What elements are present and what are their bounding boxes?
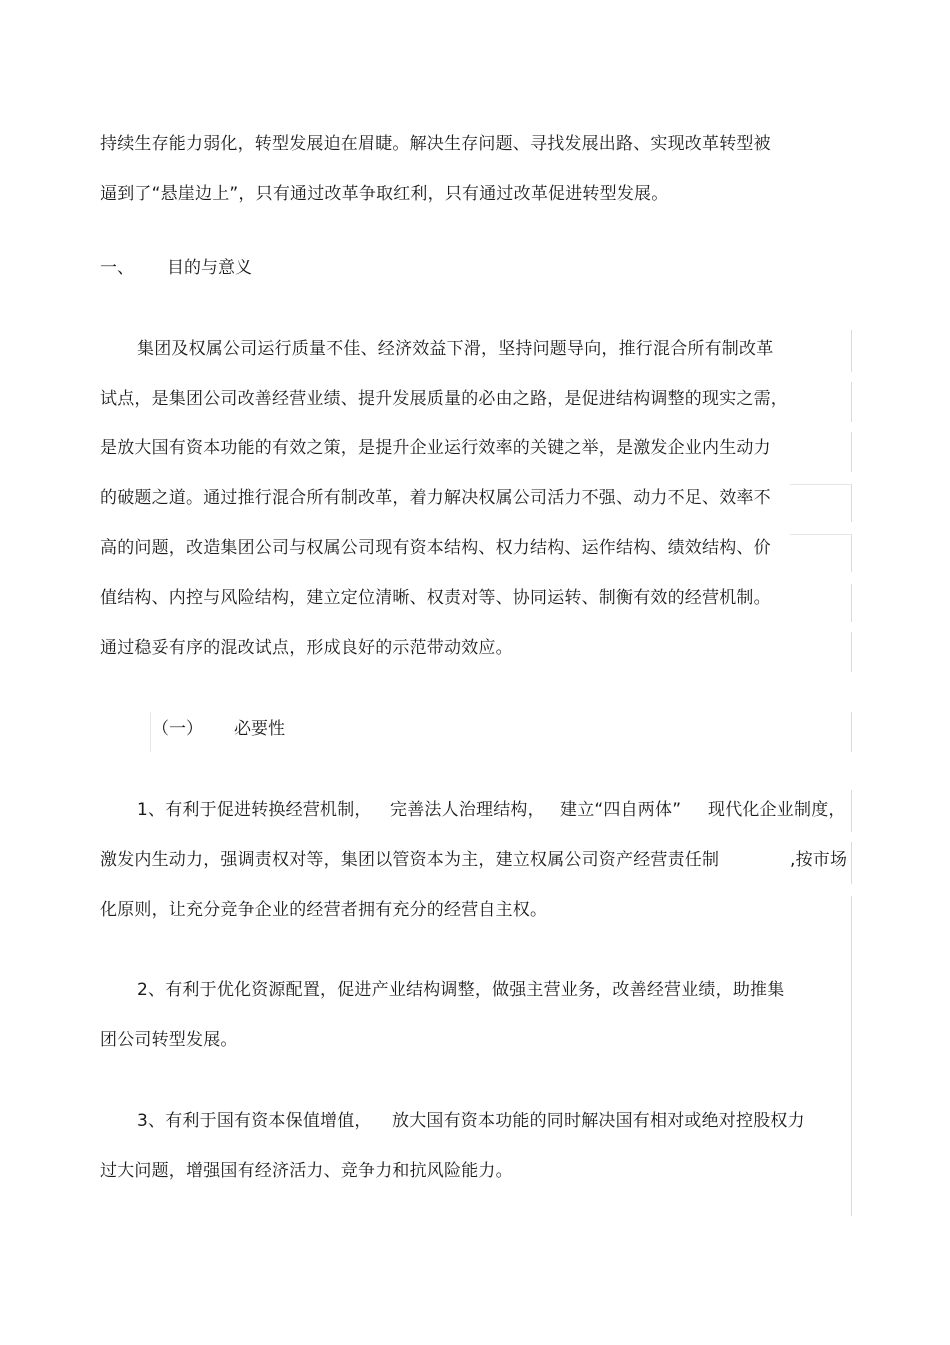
item-1-segment: 建立“四自两体” xyxy=(560,800,682,820)
margin-rule xyxy=(851,534,852,572)
margin-rule xyxy=(851,896,852,1216)
section-number: 一、 xyxy=(100,258,134,278)
paragraph-line: 的破题之道。通过推行混合所有制改革，着力解决权属公司活力不强、动力不足、效率不 xyxy=(100,488,771,508)
margin-rule xyxy=(851,790,852,832)
paragraph-line: 高的问题，改造集团公司与权属公司现有资本结构、权力结构、运作结构、绩效结构、价 xyxy=(100,538,771,558)
margin-rule xyxy=(851,584,852,622)
item-3-line-2: 过大问题，增强国有经济活力、竞争力和抗风险能力。 xyxy=(100,1161,513,1181)
subsection-title: 必要性 xyxy=(234,719,285,739)
item-3-segment: 放大国有资本功能的同时解决国有相对或绝对控股权力 xyxy=(392,1111,805,1131)
item-1-segment: 激发内生动力，强调责权对等，集团以管资本为主，建立权属公司资产经营责任制 xyxy=(100,850,720,870)
item-3-segment: 3、有利于国有资本保值增值， xyxy=(137,1111,372,1131)
item-1-segment: 现代化企业制度， xyxy=(708,800,846,820)
margin-rule xyxy=(851,330,852,372)
item-1-segment: 1、有利于促进转换经营机制， xyxy=(137,800,372,820)
item-1-line-3: 化原则，让充分竞争企业的经营者拥有充分的经营自主权。 xyxy=(100,900,548,920)
margin-rule xyxy=(150,712,151,752)
margin-rule xyxy=(790,484,852,485)
item-2-line-1: 2、有利于优化资源配置，促进产业结构调整，做强主营业务，改善经营业绩，助推集 xyxy=(137,980,785,1000)
paragraph-line: 是放大国有资本功能的有效之策，是提升企业运行效率的关键之举，是激发企业内生动力 xyxy=(100,438,771,458)
intro-line-2: 逼到了“悬崖边上”，只有通过改革争取红利，只有通过改革促进转型发展。 xyxy=(100,184,669,204)
item-1-segment: 完善法人治理结构， xyxy=(390,800,545,820)
paragraph-line: 试点，是集团公司改善经营业绩、提升发展质量的必由之路，是促进结构调整的现实之需， xyxy=(100,389,788,409)
section-title: 目的与意义 xyxy=(167,258,252,278)
paragraph-line: 通过稳妥有序的混改试点，形成良好的示范带动效应。 xyxy=(100,638,513,658)
subsection-number: （一） xyxy=(152,719,203,739)
intro-line-1: 持续生存能力弱化，转型发展迫在眉睫。解决生存问题、寻找发展出路、实现改革转型被 xyxy=(100,134,771,154)
item-2-line-2: 团公司转型发展。 xyxy=(100,1030,238,1050)
paragraph-line: 集团及权属公司运行质量不佳、经济效益下滑，坚持问题导向，推行混合所有制改革 xyxy=(137,339,774,359)
item-1-segment: ,按市场 xyxy=(790,850,848,870)
margin-rule xyxy=(851,382,852,422)
paragraph-line: 值结构、内控与风险结构，建立定位清晰、权责对等、协同运转、制衡有效的经营机制。 xyxy=(100,588,771,608)
margin-rule xyxy=(851,632,852,672)
margin-rule xyxy=(851,842,852,884)
margin-rule xyxy=(790,534,852,535)
margin-rule xyxy=(851,432,852,472)
margin-rule xyxy=(851,484,852,522)
margin-rule xyxy=(851,712,852,752)
